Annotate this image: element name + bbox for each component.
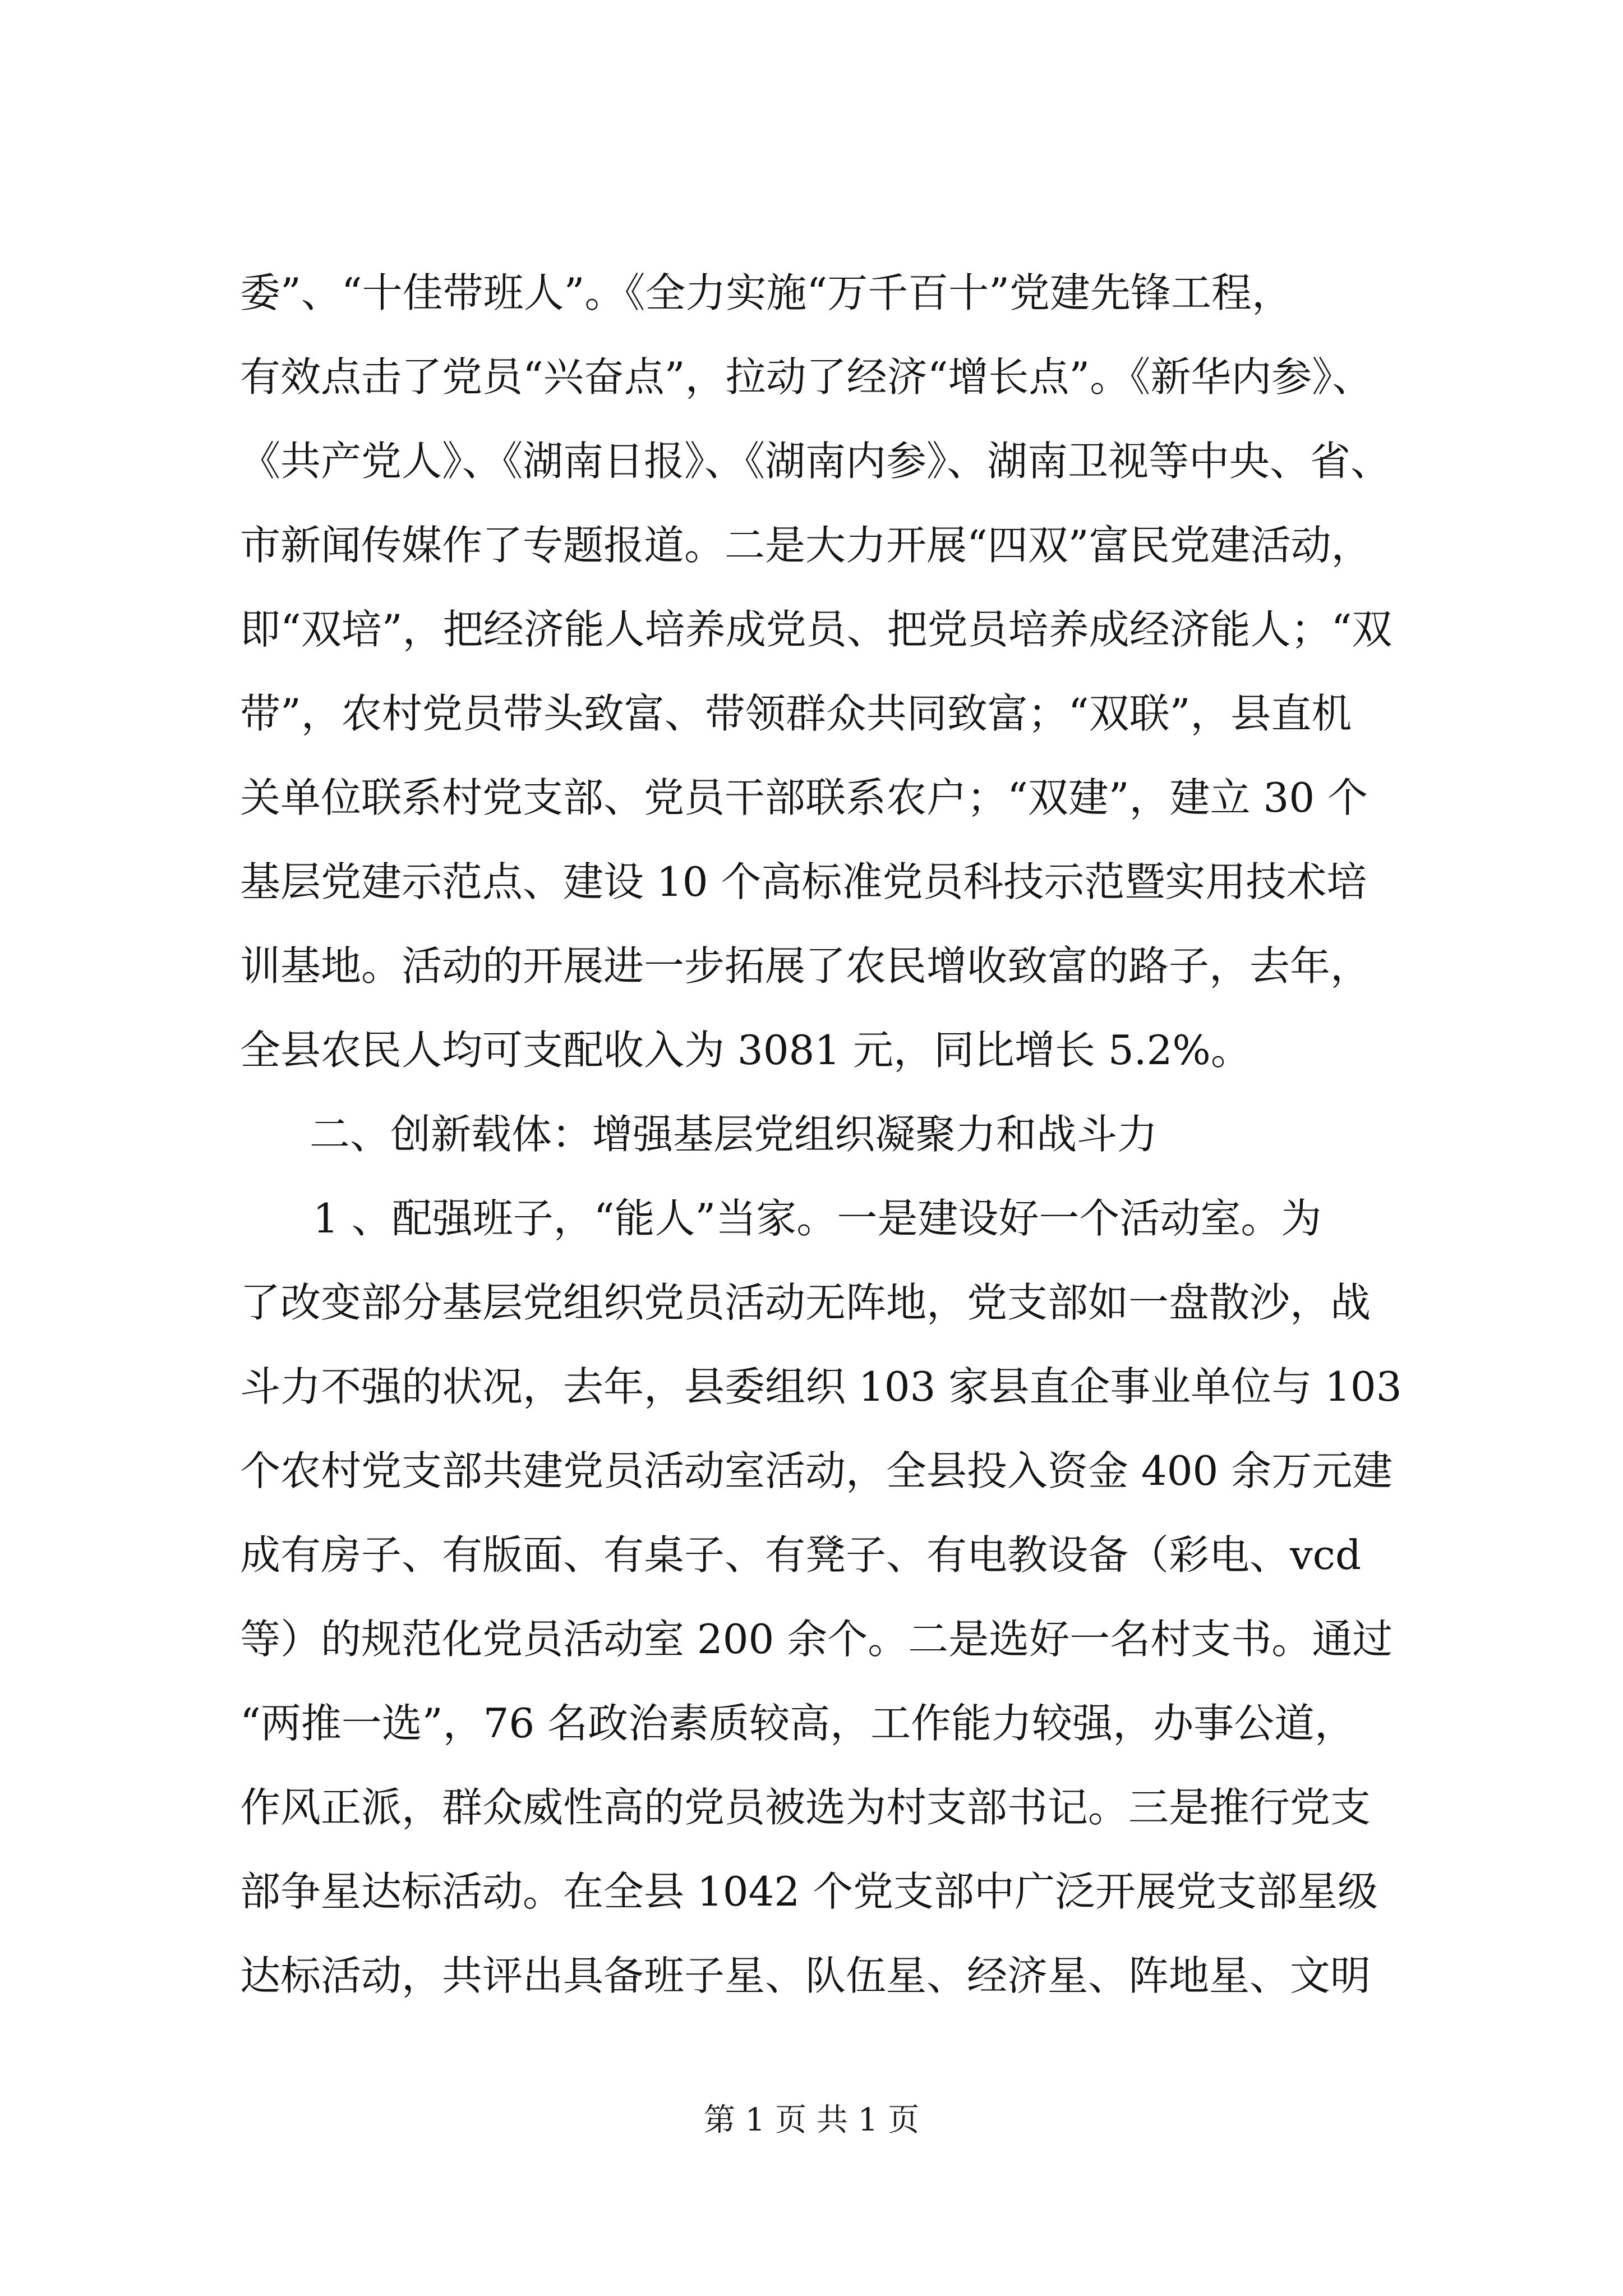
text-line: 斗力不强的状况，去年，县委组织 103 家县直企事业单位与 103 <box>240 1363 1402 1410</box>
text-line: 达标活动，共评出具备班子星、队伍星、经济星、阵地星、文明 <box>240 1952 1371 1999</box>
text-line: 了改变部分基层党组织党员活动无阵地，党支部如一盘散沙，战 <box>240 1279 1371 1326</box>
section-heading: 二、创新载体：增强基层党组织凝聚力和战斗力 <box>310 1111 1158 1158</box>
text-line: 个农村党支部共建党员活动室活动，全县投入资金 400 余万元建 <box>240 1447 1393 1494</box>
text-line: 委”、“十佳带班人”。《全力实施“万千百十”党建先锋工程， <box>240 269 1293 316</box>
page-number-footer: 第 1 页 共 1 页 <box>703 2102 920 2138</box>
text-line: 市新闻传媒作了专题报道。二是大力开展“四双”富民党建活动， <box>240 522 1372 569</box>
text-line: “两推一选”，76 名政治素质较高，工作能力较强，办事公道， <box>240 1700 1355 1747</box>
text-line: 全县农民人均可支配收入为 3081 元，同比增长 5.2%。 <box>240 1027 1251 1074</box>
text-line: 等）的规范化党员活动室 200 余个。二是选好一名村支书。通过 <box>240 1616 1393 1663</box>
text-line: 成有房子、有版面、有桌子、有凳子、有电教设备（彩电、vcd <box>240 1531 1362 1579</box>
text-line: 有效点击了党员“兴奋点”，拉动了经济“增长点”。《新华内参》、 <box>240 353 1373 401</box>
text-line: 关单位联系村党支部、党员干部联系农户；“双建”，建立 30 个 <box>240 774 1368 821</box>
text-line: 作风正派，群众威性高的党员被选为村支部书记。三是推行党支 <box>240 1784 1371 1831</box>
paragraph-first-line: 1 、配强班子，“能人”当家。一是建设好一个活动室。为 <box>313 1195 1322 1242</box>
text-line: 基层党建示范点、建设 10 个高标准党员科技示范暨实用技术培 <box>240 858 1367 905</box>
text-line: 即“双培”，把经济能人培养成党员、把党员培养成经济能人；“双 <box>240 606 1393 653</box>
text-line: 部争星达标活动。在全县 1042 个党支部中广泛开展党支部星级 <box>240 1868 1378 1915</box>
text-line: 训基地。活动的开展进一步拓展了农民增收致富的路子，去年， <box>240 942 1371 990</box>
text-line: 带”，农村党员带头致富、带领群众共同致富；“双联”，县直机 <box>240 690 1352 737</box>
text-line: 《共产党人》、《湖南日报》、《湖南内参》、湖南卫视等中央、省、 <box>240 438 1391 485</box>
